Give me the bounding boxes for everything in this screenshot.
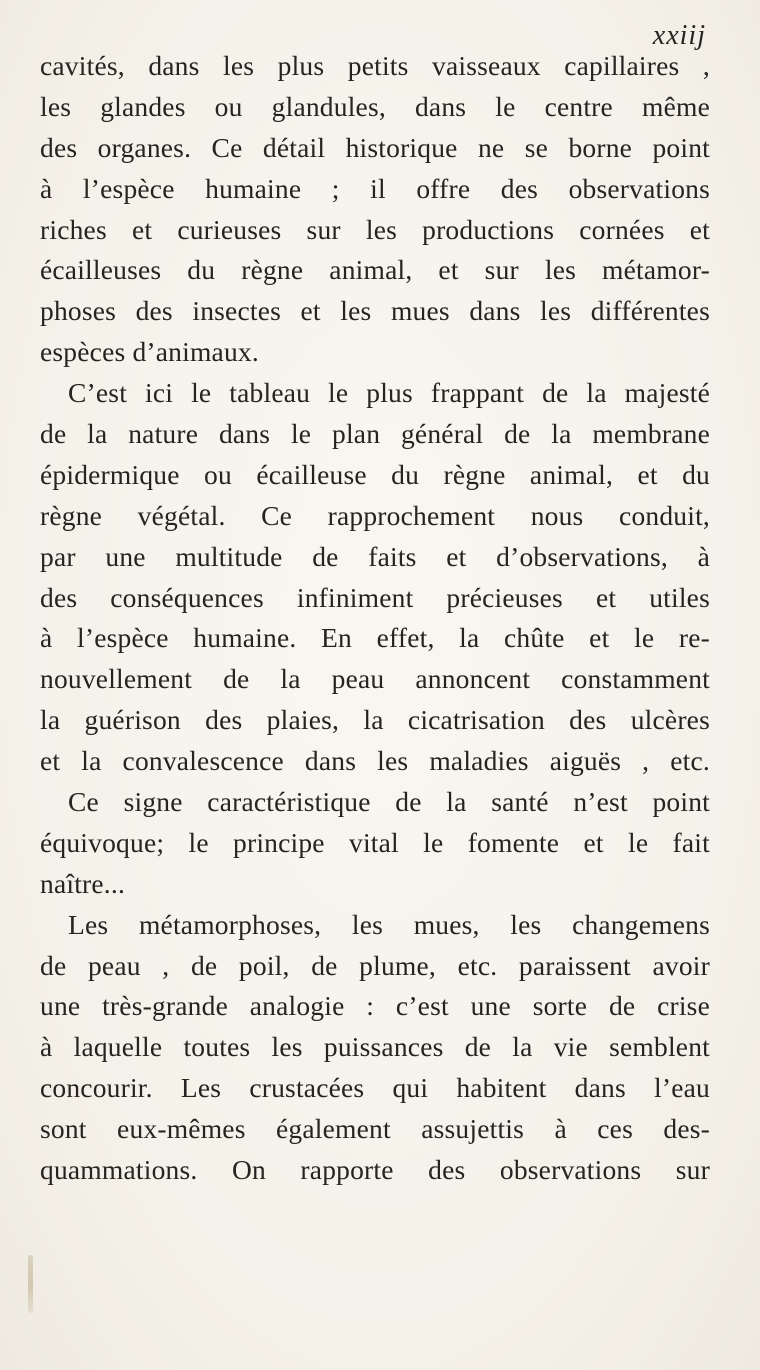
text-line: de la nature dans le plan général de la membrane <box>40 418 710 450</box>
text-line: Les métamorphoses, les mues, les changemens <box>68 908 710 940</box>
text-line: des organes. Ce détail historique ne se borne point <box>40 131 710 163</box>
text-line: par une multitude de faits et d’observations, à <box>40 540 710 572</box>
text-line: cavités, dans les plus petits vaisseaux capillaires , <box>40 50 710 81</box>
text-line: nouvellement de la peau annoncent constamment <box>40 663 710 695</box>
text-line: espèces d’animaux. <box>40 336 259 368</box>
text-line: écailleuses du règne animal, et sur les métamor- <box>40 254 710 286</box>
text-line: à l’espèce humaine. En effet, la chûte et le re- <box>40 622 710 654</box>
text-line: C’est ici le tableau le plus frappant de la majesté <box>68 377 710 409</box>
text-line: des conséquences infiniment précieuses et utiles <box>40 581 710 613</box>
text-line: phoses des insectes et les mues dans les différentes <box>40 295 710 327</box>
text-line: la guérison des plaies, la cicatrisation des ulcères <box>40 704 710 736</box>
text-line: équivoque; le principe vital le fomente et le fait <box>40 826 710 858</box>
text-line: concourir. Les crustacées qui habitent dans l’eau <box>40 1072 710 1104</box>
text-line: à l’espèce humaine ; il offre des observations <box>40 172 710 204</box>
text-line: épidermique ou écailleuse du règne animal, et du <box>40 458 710 490</box>
text-line: les glandes ou glandules, dans le centre même <box>40 90 710 122</box>
text-line: et la convalescence dans les maladies aiguës , etc. <box>40 745 710 777</box>
running-head-page-number: xxiij <box>652 20 706 51</box>
text-line: naître... <box>40 867 126 899</box>
text-line: riches et curieuses sur les productions cornées et <box>40 213 710 245</box>
text-line: à laquelle toutes les puissances de la vie semblent <box>40 1031 710 1063</box>
text-line: de peau , de poil, de plume, etc. paraissent avoir <box>40 949 710 981</box>
text-line: sont eux-mêmes également assujettis à ces des- <box>40 1113 710 1145</box>
text-line: une très-grande analogie : c’est une sorte de crise <box>40 990 710 1022</box>
body-text <box>40 46 710 1191</box>
text-line: règne végétal. Ce rapprochement nous conduit, <box>40 499 710 531</box>
paper-stain-mark <box>28 1255 33 1313</box>
text-line: quammations. On rapporte des observations sur <box>40 1154 710 1186</box>
text-line: Ce signe caractéristique de la santé n’est point <box>68 786 710 818</box>
